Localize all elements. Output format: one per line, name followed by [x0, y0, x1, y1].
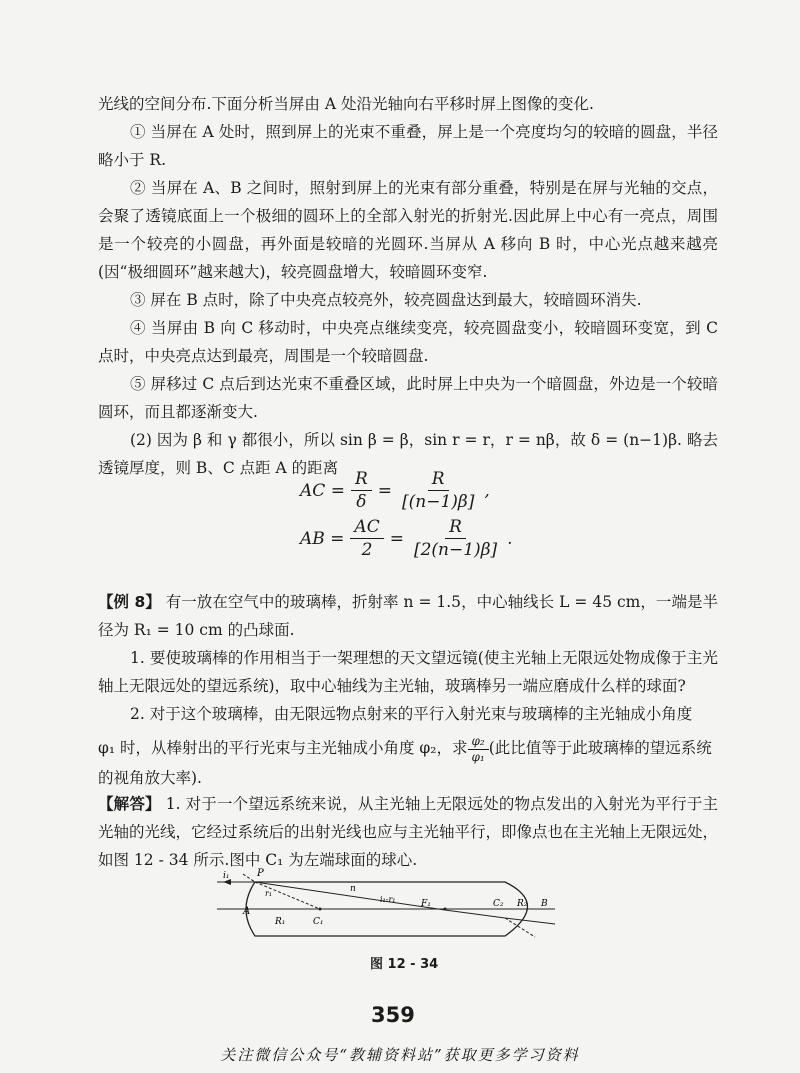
- label-C2: C₂: [493, 899, 504, 909]
- label-r1: r₁: [265, 889, 273, 898]
- paragraph-case-2: ② 当屏在 A、B 之间时，照射到屏上的光束有部分重叠，特别是在屏与光轴的交点，会聚了透镜底面上一个极细的圆环上的全部入射光的折射光.因此屏上中心有一亮点，周围是一个较亮的小圆盘，再外面是较暗的光圆环.当屏从 A 移向 B 时，中心光点越来越亮(因“极细圆环”越来越大)，较亮圆盘增大，较暗圆环变窄.: [98, 179, 718, 281]
- question-2-line-1: 2. 对于这个玻璃棒，由无限远物点射来的平行入射光束与玻璃棒的主光轴成小角度: [130, 705, 693, 723]
- label-R1: R₁: [275, 917, 286, 927]
- footer-note: 关注微信公众号“教辅资料站”获取更多学习资料: [220, 1046, 580, 1064]
- label-C1: C₁: [313, 917, 324, 927]
- paragraph-case-5: ⑤ 屏移过 C 点后到达光束不重叠区域，此时屏上中央为一个暗圆盘，外边是一个较暗圆环，而且都逐渐变大.: [98, 375, 718, 421]
- label-A: A: [243, 906, 251, 917]
- question-2-line-2: φ₁ 时，从棒射出的平行光束与主光轴成小角度 φ₂，求 $\frac{\text{φ₂}}{\text{φ₁}}$ (此比值等于此玻璃棒的望远系统: [98, 733, 712, 764]
- label-n: n: [350, 884, 356, 894]
- example-tag: 【例 8】: [98, 593, 161, 611]
- normal-extension: [243, 874, 255, 882]
- example-text: 有一放在空气中的玻璃棒，折射率 n = 1.5，中心轴线长 L = 45 cm，一端是半径为 R₁ = 10 cm 的凸球面.: [98, 593, 718, 639]
- refracted-ray-continued: [445, 910, 505, 918]
- figure-12-34: [205, 862, 565, 947]
- example-8: [98, 588, 718, 644]
- paragraph-intro: 光线的空间分布.下面分析当屏由 A 处沿光轴向右平移时屏上图像的变化.: [98, 95, 594, 113]
- paragraph-case-4: ④ 当屏由 B 向 C 移动时，中央亮点继续变亮，较亮圆盘变小，较暗圆环变宽，到 C 点时，中央亮点达到最亮，周围是一个较暗圆盘.: [98, 319, 718, 365]
- ratio-fraction: $\frac{\text{φ₂}}{\text{φ₁}}$: [468, 734, 489, 765]
- question-2-line-3: 的视角放大率).: [98, 769, 202, 787]
- figure-caption: 图 12 - 34: [370, 957, 439, 972]
- answer-tag: 【解答】: [98, 795, 161, 813]
- label-P: P: [257, 868, 264, 879]
- label-i1-r1: i₁-r₁: [380, 895, 396, 904]
- f1-point: [444, 908, 447, 911]
- paragraph-case-3: ③ 屏在 B 点时，除了中央亮点较亮外，较亮圆盘达到最大，较暗圆环消失.: [130, 291, 642, 309]
- equation-ab: AB = $\frac{AC}{2}$ = $\frac{R}{[2(n-1)\beta]}$ .: [300, 517, 513, 560]
- label-i1: i₁: [223, 871, 230, 881]
- paragraph-part-2: (2) 因为 β 和 γ 都很小，所以 sin β = β，sin r = r，r = nβ，故 δ = (n−1)β. 略去透镜厚度，则 B、C 点距 A 的距离: [98, 431, 718, 477]
- label-R2: R₂: [517, 899, 528, 909]
- label-B: B: [541, 899, 548, 909]
- paragraph-case-1: ① 当屏在 A 处时，照到屏上的光束不重叠，屏上是一个亮度均匀的较暗的圆盘，半径略小于 R.: [98, 123, 718, 169]
- question-1: 1. 要使玻璃棒的作用相当于一架理想的天文望远镜(使主光轴上无限远处物成像于主光轴上无限远处的望远系统)，取中心轴线为主光轴，玻璃棒另一端应磨成什么样的球面?: [98, 649, 718, 695]
- c1-point: [319, 908, 322, 911]
- page-number: 359: [371, 1003, 415, 1027]
- label-F1: F₁: [421, 899, 431, 909]
- answer-text: 1. 对于一个望远系统来说，从主光轴上无限远处的物点发出的入射光为平行于主光轴的光线，它经过系统后的出射光线也应与主光轴平行，即像点也在主光轴上无限远处，如图 12 - 34 所示.图中 C₁ 为左端球面的球心.: [98, 795, 719, 869]
- equation-ac: AC = $\frac{R}{\delta}$ = $\frac{R}{[(n-1)\beta]}$ ,: [300, 469, 490, 512]
- exit-ray: [505, 918, 555, 924]
